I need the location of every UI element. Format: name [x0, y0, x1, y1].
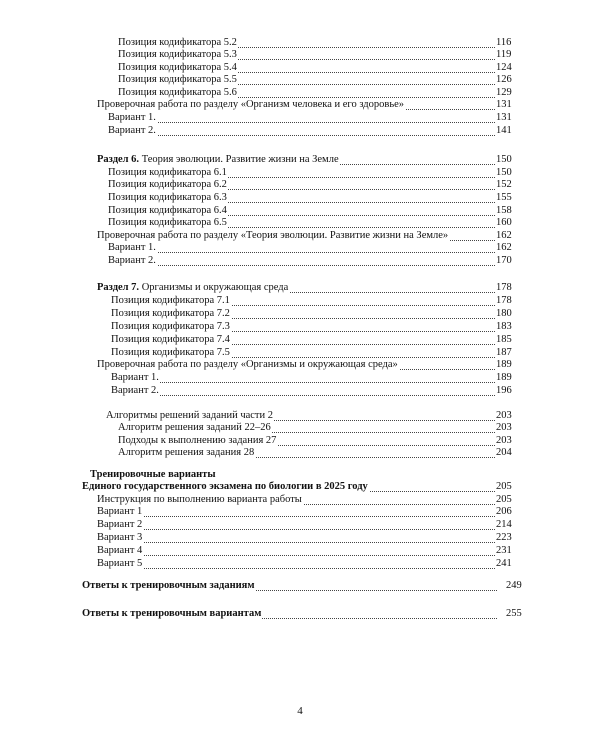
toc-entry-text: Позиция кодификатора 6.1 — [108, 167, 227, 178]
toc-entry-page: 189 — [495, 358, 518, 372]
dot-leader — [97, 516, 497, 517]
dot-leader — [108, 135, 497, 136]
dot-leader — [97, 542, 497, 543]
toc-entry — [0, 544, 600, 558]
toc-entry-text: Позиция кодификатора 6.5 — [108, 217, 227, 228]
toc-entry-text: Подходы к выполнению задания 27 — [118, 435, 277, 446]
toc-entry — [0, 111, 600, 125]
toc-entry-page: 189 — [495, 371, 518, 385]
section-label: Раздел 6. — [97, 154, 140, 165]
toc-entry-text: Позиция кодификатора 5.5 — [118, 74, 237, 85]
dot-leader — [108, 122, 497, 123]
toc-entry-page: 155 — [495, 191, 518, 205]
toc-entry-page: 203 — [495, 409, 518, 423]
page-number: 4 — [297, 705, 303, 717]
toc-entry — [0, 557, 600, 571]
toc-entry-text: Позиция кодификатора 5.3 — [118, 49, 237, 60]
toc-entry-page: 214 — [495, 518, 518, 532]
toc-entry-page: 158 — [495, 204, 518, 218]
toc-entry-page: 131 — [495, 111, 518, 125]
toc-entry-text: Вариант 1 — [97, 506, 143, 517]
toc-entry-text: Позиция кодификатора 7.2 — [111, 308, 230, 319]
toc-entry-page: 119 — [495, 48, 518, 62]
toc-entry-text: Вариант 2 — [97, 519, 143, 530]
section-label: Раздел 7. — [97, 282, 140, 293]
toc-section-title — [97, 281, 289, 295]
toc-entry-page: 255 — [505, 607, 528, 621]
toc-entry-page: 203 — [495, 421, 518, 435]
toc-entry-page: 205 — [495, 480, 518, 494]
toc-entry-page: 180 — [495, 307, 518, 321]
toc-entry-text: Алгоритмы решений заданий части 2 — [106, 410, 274, 421]
toc-entry-text: Вариант 1. — [111, 372, 159, 383]
toc-entry-page: 126 — [495, 73, 518, 87]
toc-entry — [0, 358, 600, 372]
toc-entry — [0, 320, 600, 334]
toc-entry-page: 205 — [495, 493, 518, 507]
toc-entry — [0, 371, 600, 385]
toc-entry-page: 206 — [495, 505, 518, 519]
dot-leader — [108, 252, 497, 253]
dot-leader — [97, 555, 497, 556]
toc-entry-page: 203 — [495, 434, 518, 448]
toc-entry-text: Вариант 2. — [108, 125, 156, 136]
toc-entry-page: 150 — [495, 166, 518, 180]
toc-entry-text: Позиция кодификатора 6.4 — [108, 205, 227, 216]
toc-entry — [0, 294, 600, 308]
toc-entry-text: Позиция кодификатора 7.1 — [111, 295, 230, 306]
toc-entry-text: Вариант 2. — [108, 255, 156, 266]
toc-entry — [0, 579, 600, 593]
toc-entry-page: 160 — [495, 216, 518, 230]
toc-entry — [0, 531, 600, 545]
toc-entry-page: 178 — [495, 281, 518, 295]
toc-entry-page: 141 — [495, 124, 518, 138]
toc-entry-page: 178 — [495, 294, 518, 308]
toc-entry-text: Ответы к тренировочным заданиям — [82, 580, 255, 591]
toc-section-title — [97, 153, 340, 167]
toc-entry-page: 150 — [495, 153, 518, 167]
toc-part-heading-line2 — [0, 480, 600, 494]
toc-entry-page: 204 — [495, 446, 518, 460]
toc-entry — [0, 446, 600, 460]
toc-entry — [0, 98, 600, 112]
section-title: Теория эволюции. Развитие жизни на Земле — [139, 154, 339, 165]
toc-entry — [0, 241, 600, 255]
toc-entry-page: 241 — [495, 557, 518, 571]
toc-entry-page: 129 — [495, 86, 518, 100]
toc-entry — [0, 518, 600, 532]
toc-entry-text: Алгоритм решения заданий 22–26 — [118, 422, 271, 433]
toc-entry — [0, 307, 600, 321]
toc-entry-page: 249 — [505, 579, 528, 593]
toc-entry-page: 131 — [495, 98, 518, 112]
toc-section-heading — [0, 281, 600, 295]
toc-entry-page: 116 — [495, 36, 518, 50]
dot-leader — [111, 395, 497, 396]
section-title: Организмы и окружающая среда — [139, 282, 289, 293]
dot-leader — [108, 265, 497, 266]
toc-entry — [0, 254, 600, 268]
toc-entry-page: 231 — [495, 544, 518, 558]
toc-entry-text: Позиция кодификатора 6.3 — [108, 192, 227, 203]
toc-part-title-line2: Единого государственного экзамена по биологии в 2025 году — [82, 481, 368, 492]
toc-entry-page: 196 — [495, 384, 518, 398]
toc-entry-page: 162 — [495, 241, 518, 255]
toc-part-title-line1: Тренировочные варианты — [90, 469, 216, 480]
toc-entry-page: 187 — [495, 346, 518, 360]
toc-entry — [0, 73, 600, 87]
toc-entry — [0, 216, 600, 230]
toc-entry-text: Вариант 4 — [97, 545, 143, 556]
toc-entry-text: Позиция кодификатора 5.6 — [118, 87, 237, 98]
toc-entry — [0, 48, 600, 62]
toc-entry — [0, 333, 600, 347]
toc-entry-text: Вариант 3 — [97, 532, 143, 543]
toc-entry-text: Позиция кодификатора 7.3 — [111, 321, 230, 332]
toc-entry-text: Проверочная работа по разделу «Теория эволюции. Развитие жизни на Земле» — [97, 230, 449, 241]
dot-leader — [111, 382, 497, 383]
toc-entry-text: Инструкция по выполнению варианта работы — [97, 494, 302, 505]
toc-entry-text: Позиция кодификатора 7.5 — [111, 347, 230, 358]
toc-entry-text: Позиция кодификатора 6.2 — [108, 179, 227, 190]
dot-leader — [97, 568, 497, 569]
toc-entry-page: 183 — [495, 320, 518, 334]
toc-entry — [0, 191, 600, 205]
toc-entry-page: 124 — [495, 61, 518, 75]
toc-entry-text: Ответы к тренировочным вариантам — [82, 608, 262, 619]
toc-entry — [0, 607, 600, 621]
toc-entry-text: Вариант 2. — [111, 385, 159, 396]
toc-entry-page: 223 — [495, 531, 518, 545]
toc-entry — [0, 384, 600, 398]
toc-entry — [0, 505, 600, 519]
toc-entry-page: 152 — [495, 178, 518, 192]
toc-entry-page: 185 — [495, 333, 518, 347]
toc-section-heading — [0, 153, 600, 167]
toc-entry-text: Проверочная работа по разделу «Организмы и окружающая среда» — [97, 359, 398, 370]
dot-leader — [97, 529, 497, 530]
toc-entry-text: Вариант 1. — [108, 242, 156, 253]
toc-entry-text: Позиция кодификатора 7.4 — [111, 334, 230, 345]
toc-entry-page: 162 — [495, 229, 518, 243]
toc-entry-text: Алгоритм решения задания 28 — [118, 447, 255, 458]
toc-entry — [0, 421, 600, 435]
toc-entry — [0, 178, 600, 192]
toc-entry-text: Позиция кодификатора 5.2 — [118, 37, 237, 48]
toc-entry — [0, 124, 600, 138]
toc-entry-text: Позиция кодификатора 5.4 — [118, 62, 237, 73]
toc-entry-text: Вариант 5 — [97, 558, 143, 569]
toc-entry-page: 170 — [495, 254, 518, 268]
toc-entry-text: Вариант 1. — [108, 112, 156, 123]
toc-entry-text: Проверочная работа по разделу «Организм человека и его здоровье» — [97, 99, 405, 110]
